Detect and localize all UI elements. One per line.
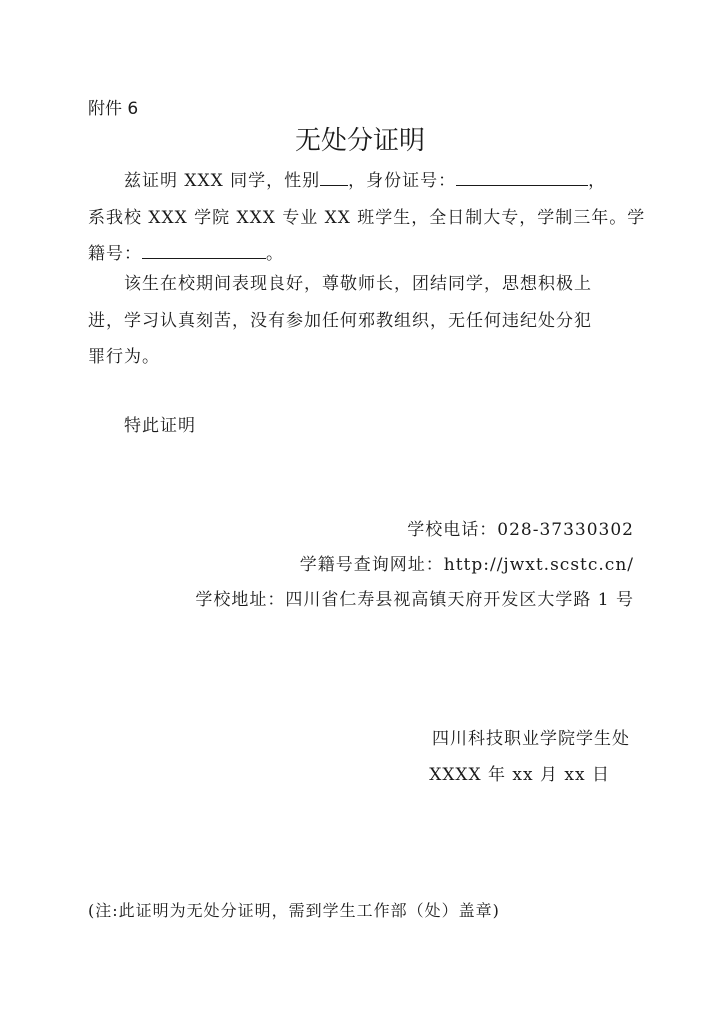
- body-line-3: [88, 239, 284, 264]
- body-line-5: 进，学习认真刻苦，没有参加任何邪教组织，无任何违纪处分犯: [88, 311, 592, 331]
- footnote: (注:此证明为无处分证明，需到学生工作部（处）盖章): [88, 901, 500, 920]
- id-number-blank: [456, 169, 588, 186]
- student-number-blank: [142, 242, 266, 259]
- gender-blank: [320, 169, 348, 186]
- school-phone: 学校电话：028-37330302: [407, 520, 634, 540]
- hereby-certify: 特此证明: [124, 416, 196, 436]
- body-line-1-text-b: ，身份证号：: [348, 171, 457, 191]
- body-line-3-text-a: 籍号：: [88, 244, 142, 264]
- body-line-6: 罪行为。: [88, 347, 160, 367]
- document-title: 无处分证明: [294, 126, 425, 156]
- body-line-1-text-c: ，: [588, 171, 607, 191]
- attachment-label: 附件 6: [88, 99, 139, 119]
- body-line-1: [124, 166, 606, 191]
- body-line-4: 该生在校期间表现良好，尊敬师长，团结同学，思想积极上: [124, 274, 592, 294]
- enrollment-query-url: 学籍号查询网址：http://jwxt.scstc.cn/: [299, 555, 634, 575]
- school-address: 学校地址：四川省仁寿县视高镇天府开发区大学路 1 号: [195, 590, 634, 610]
- issuing-office: 四川科技职业学院学生处: [432, 729, 630, 749]
- issue-date: XXXX 年 xx 月 xx 日: [429, 765, 610, 785]
- body-line-3-text-b: 。: [266, 244, 284, 264]
- body-line-1-text-a: 兹证明 XXX 同学，性别: [124, 171, 321, 191]
- body-line-2: 系我校 XXX 学院 XXX 专业 XX 班学生，全日制大专，学制三年。学: [88, 208, 646, 228]
